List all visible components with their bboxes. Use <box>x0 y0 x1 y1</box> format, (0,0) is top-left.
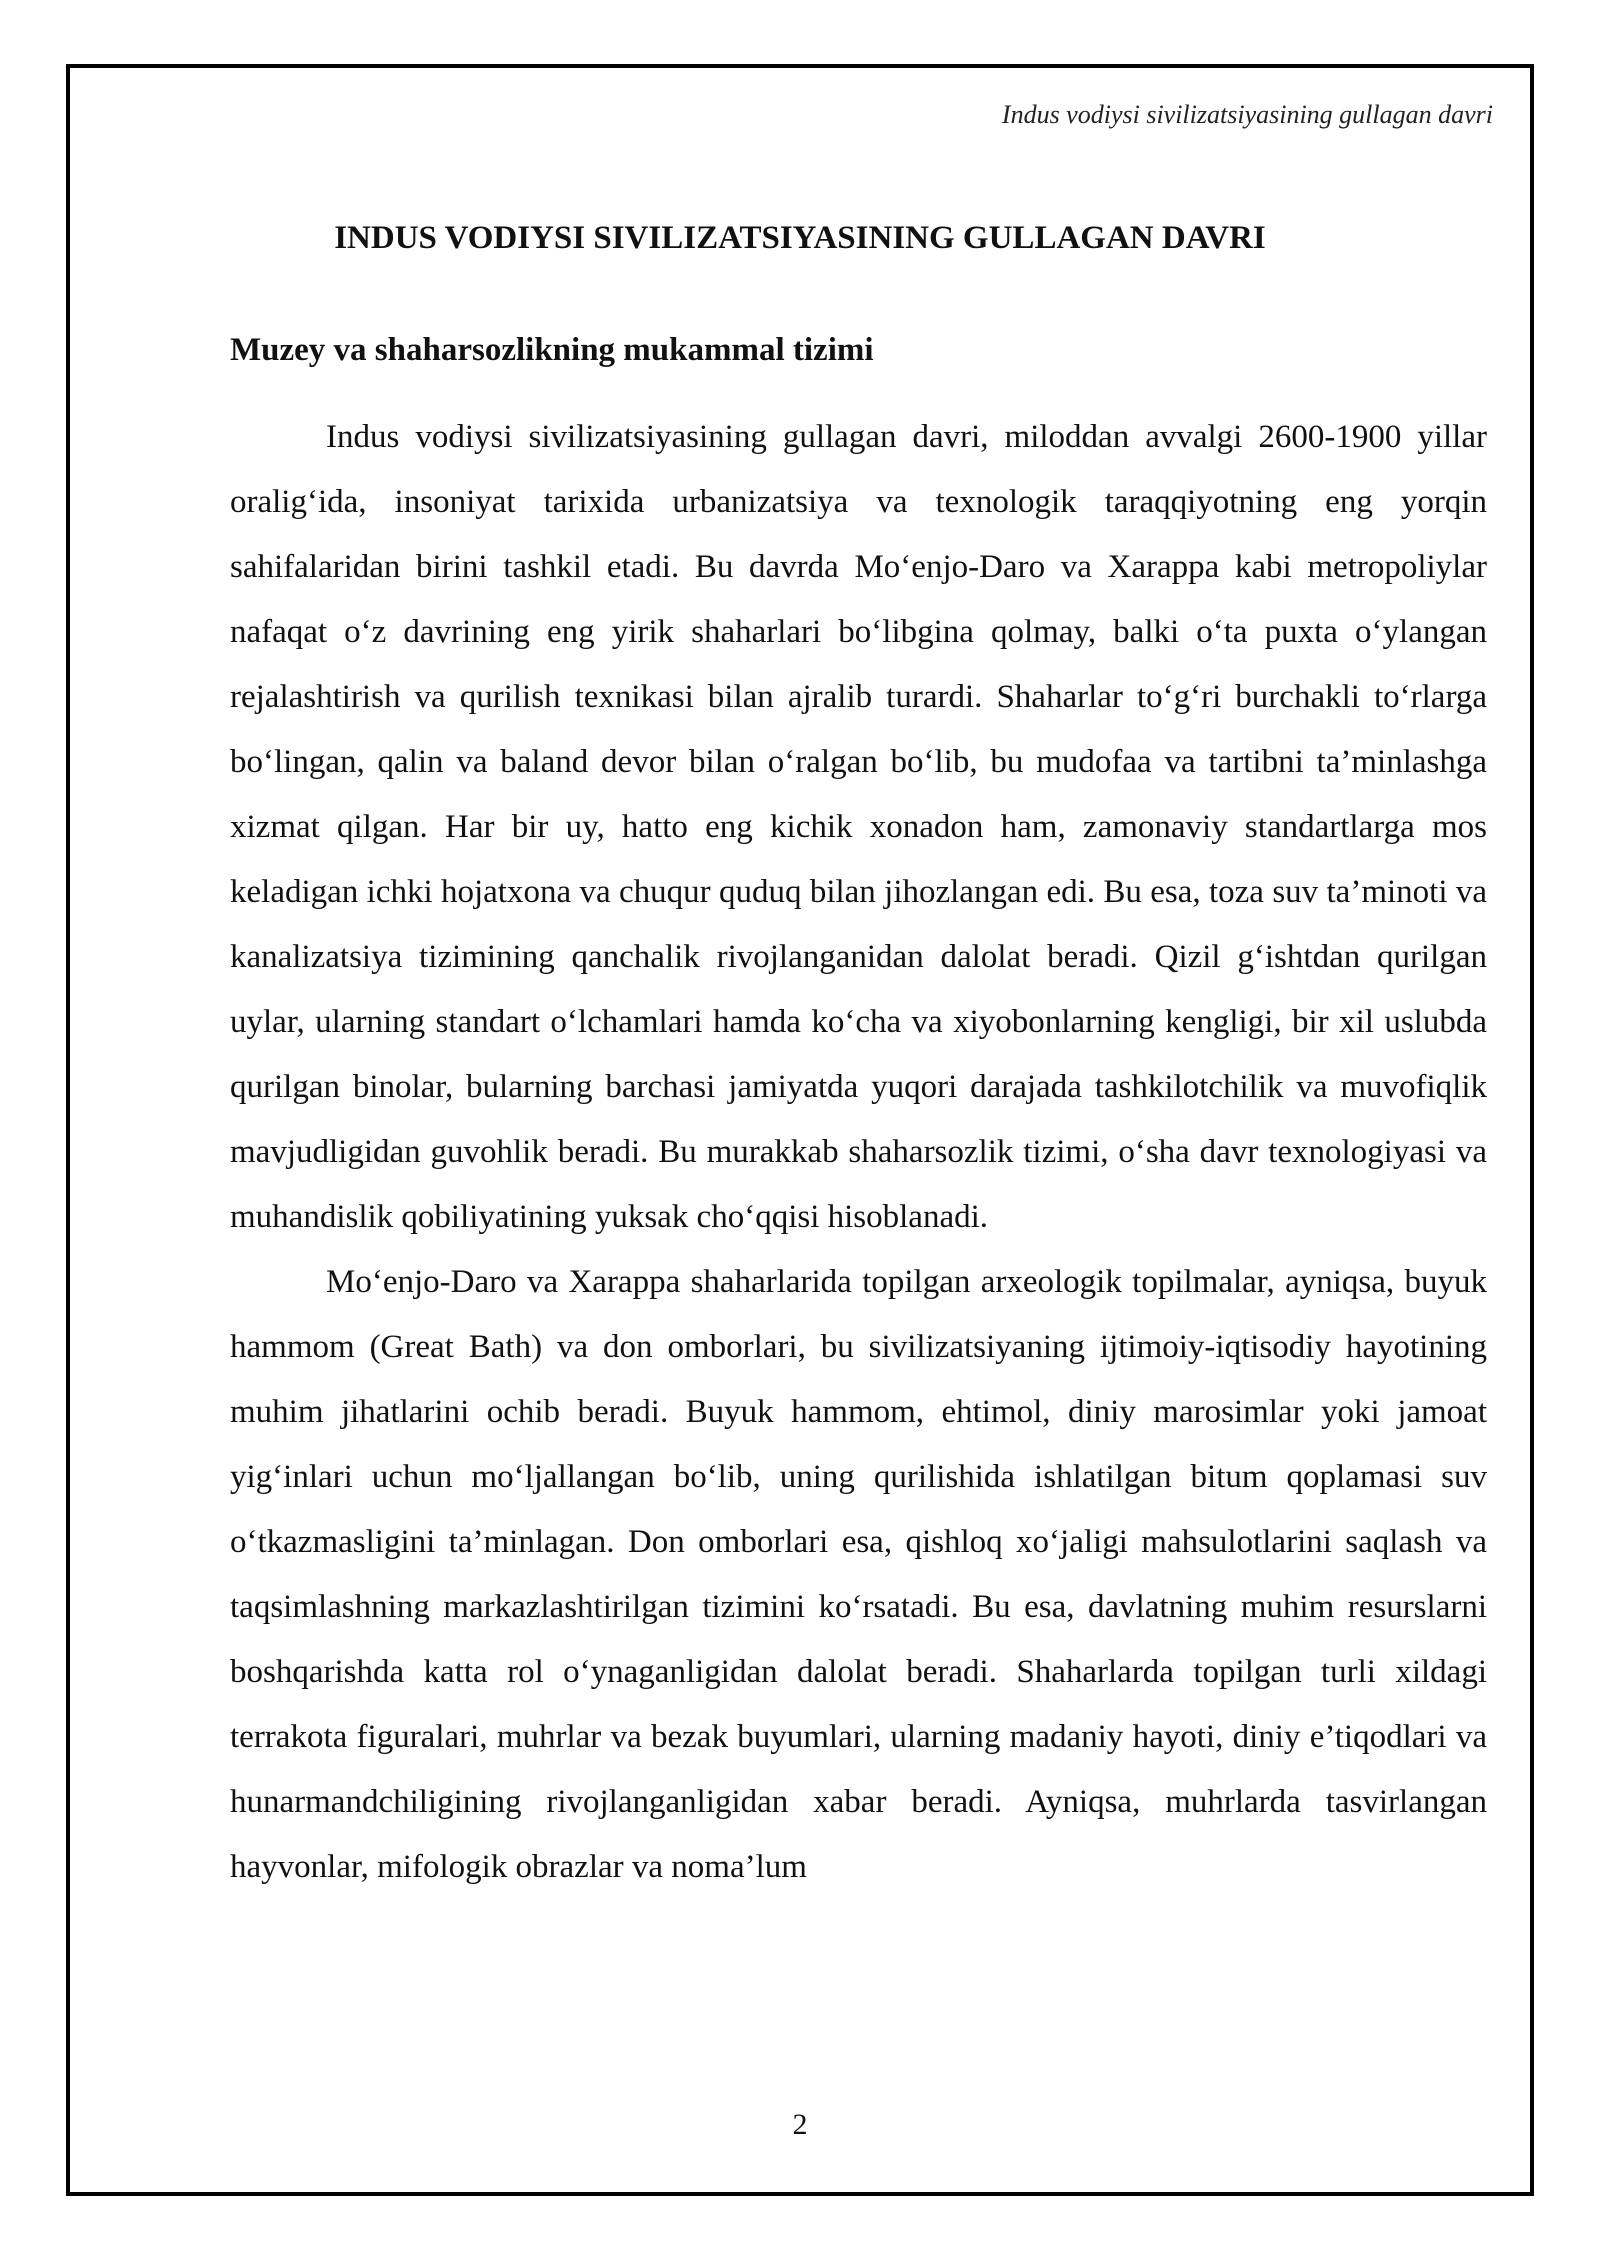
running-header: Indus vodiysi sivilizatsiyasining gullagan davri <box>1001 100 1493 129</box>
page-number: 2 <box>792 2108 808 2141</box>
paragraph: Mo‘enjo-Daro va Xarappa shaharlarida topilgan arxeologik topilmalar, ayniqsa, buyuk hammom (Great Bath) va don omborlari, bu sivilizatsiyaning ijtimoiy-iqtisodiy hayotining muhim jihatlarini ochib beradi. Buyuk hammom, ehtimol, diniy marosimlar yoki jamoat yig‘inlari uchun mo‘ljallangan bo‘lib, uning qurilishida ishlatilgan bitum qoplamasi suv o‘tkazmasligini ta’minlagan. Don omborlari esa, qishloq xo‘jaligi mahsulotlarini saqlash va taqsimlashning markazlashtirilgan tizimini ko‘rsatadi. Bu esa, davlatning muhim resurslarni boshqarishda katta rol o‘ynaganligidan dalolat beradi. Shaharlarda topilgan turli xildagi terrakota figuralari, muhrlar va bezak buyumlari, ularning madaniy hayoti, diniy e’tiqodlari va hunarmandchiligining rivojlanganligidan xabar beradi. Ayniqsa, muhrlarda tasvirlangan hayvonlar, mifologik obrazlar va noma’lum <box>230 1264 1487 1885</box>
body-text <box>230 405 1487 1900</box>
document-title: INDUS VODIYSI SIVILIZATSIYASINING GULLAGAN DAVRI <box>334 220 1266 256</box>
section-heading: Muzey va shaharsozlikning mukammal tizimi <box>230 332 874 368</box>
paragraph: Indus vodiysi sivilizatsiyasining gullagan davri, miloddan avvalgi 2600-1900 yillar oralig‘ida, insoniyat tarixida urbanizatsiya va texnologik taraqqiyotning eng yorqin sahifalaridan birini tashkil etadi. Bu davrda Mo‘enjo-Daro va Xarappa kabi metropoliylar nafaqat o‘z davrining eng yirik shaharlari bo‘libgina qolmay, balki o‘ta puxta o‘ylangan rejalashtirish va qurilish texnikasi bilan ajralib turardi. Shaharlar to‘g‘ri burchakli to‘rlarga bo‘lingan, qalin va baland devor bilan o‘ralgan bo‘lib, bu mudofaa va tartibni ta’minlashga xizmat qilgan. Har bir uy, hatto eng kichik xonadon ham, zamonaviy standartlarga mos keladigan ichki hojatxona va chuqur quduq bilan jihozlangan edi. Bu esa, toza suv ta’minoti va kanalizatsiya tizimining qanchalik rivojlanganidan dalolat beradi. Qizil g‘ishtdan qurilgan uylar, ularning standart o‘lchamlari hamda ko‘cha va xiyobonlarning kengligi, bir xil uslubda qurilgan binolar, bularning barchasi jamiyatda yuqori darajada tashkilotchilik va muvofiqlik mavjudligidan guvohlik beradi. Bu murakkab shaharsozlik tizimi, o‘sha davr texnologiyasi va muhandislik qobiliyatining yuksak cho‘qqisi hisoblanadi. <box>230 419 1487 1235</box>
